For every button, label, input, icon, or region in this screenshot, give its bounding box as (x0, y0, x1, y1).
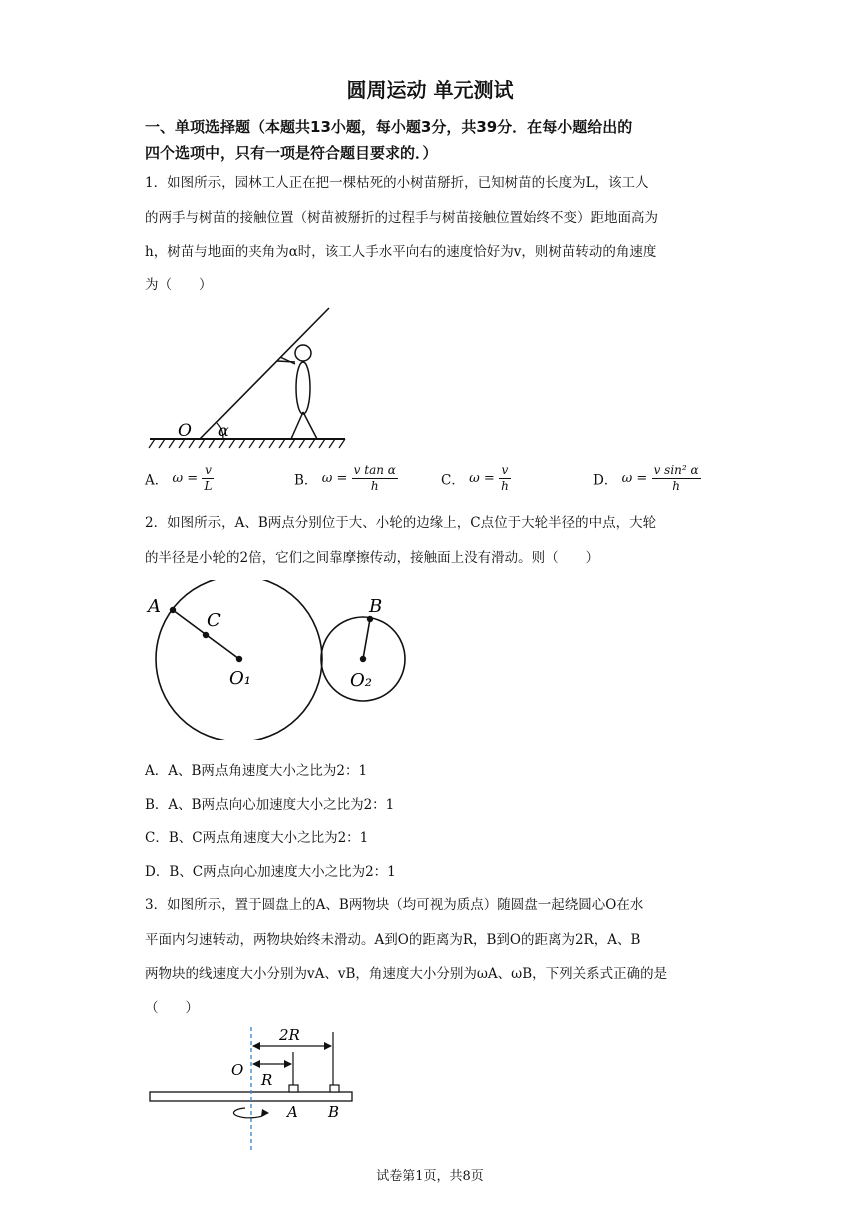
q2-option-b[interactable]: B．A、B两点向心加速度大小之比为2：1 (145, 797, 395, 813)
option-c-label: C． (441, 472, 465, 489)
q1-line3: h，树苗与地面的夹角为α时，该工人手水平向右的速度恰好为v，则树苗转动的角速度 (145, 244, 657, 260)
q1-option-a[interactable] (145, 463, 214, 494)
label-o: O (231, 1061, 244, 1079)
page-footer: 试卷第1页，共8页 (376, 1169, 484, 1184)
worker-arm-lower (277, 361, 295, 362)
worker-leg-left (291, 412, 303, 439)
worker-arm-upper (280, 357, 295, 364)
section-heading-line1: 一、单项选择题（本题共13小题，每小题3分，共39分．在每小题给出的 (145, 118, 633, 136)
label-c: C (207, 610, 221, 631)
option-b-label: B． (294, 472, 318, 489)
label-r: R (261, 1071, 273, 1089)
q2-option-a[interactable]: A．A、B两点角速度大小之比为2：1 (145, 763, 368, 779)
q3-line2: 平面内匀速转动，两物块始终未滑动。A到O的距离为R，B到O的距离为2R，A、B (145, 932, 641, 948)
q3-line3: 两物块的线速度大小分别为vA、vB，角速度大小分别为ωA、ωB，下列关系式正确的是 (145, 966, 668, 982)
option-a-lhs: ω = (172, 471, 199, 486)
label-alpha: α (218, 421, 229, 440)
option-d-label: D． (593, 472, 618, 489)
radius-o2-b (363, 619, 370, 659)
point-c (203, 632, 209, 638)
q1-line4: 为（ ） (145, 277, 213, 293)
option-a-fraction: $\frac{v}{L}$ (204, 463, 213, 493)
arrow-r-right-head (284, 1060, 292, 1068)
option-b-lhs: ω = (321, 471, 348, 486)
q3-figure (145, 1022, 360, 1152)
arrow-2r-left-head (252, 1042, 260, 1050)
point-o2 (360, 656, 366, 662)
q2-option-c[interactable]: C．B、C两点角速度大小之比为2：1 (145, 830, 369, 846)
rotation-arrow-head (261, 1109, 269, 1117)
option-c-fraction: $\frac{v}{h}$ (501, 463, 509, 493)
label-o2: O₂ (350, 670, 372, 691)
option-c-lhs: ω = (469, 471, 495, 486)
worker-head (295, 345, 311, 361)
arrow-2r-right-head (324, 1042, 332, 1050)
page-title: 圆周运动 单元测试 (346, 78, 514, 102)
q3-line1: 3．如图所示，置于圆盘上的A、B两物块（均可视为质点）随圆盘一起绕圆心O在水 (145, 897, 644, 913)
q1-option-d[interactable] (593, 463, 701, 494)
worker-body (296, 362, 310, 414)
section-heading (145, 114, 725, 166)
arrow-r-left-head (252, 1060, 260, 1068)
q1-option-c[interactable] (441, 463, 511, 494)
worker-leg-right (303, 412, 317, 439)
option-b-fraction: $\frac{\text{v tan α}}{h}$ (353, 463, 396, 493)
q1-line2: 的两手与树苗的接触位置（树苗被掰折的过程手与树苗接触位置始终不变）距地面高为 (145, 210, 658, 226)
point-a (170, 607, 176, 613)
option-a-label: A． (145, 472, 169, 489)
label-o1: O₁ (229, 668, 251, 689)
label-b: B (369, 596, 383, 617)
q3-line4: （ ） (145, 1000, 199, 1016)
q1-option-b[interactable] (294, 463, 398, 494)
label-a: A (148, 596, 161, 617)
option-d-lhs: ω = (621, 471, 648, 486)
block-b (330, 1085, 339, 1092)
label-b: B (328, 1103, 340, 1121)
rotation-arrow (233, 1108, 265, 1118)
block-a (289, 1085, 298, 1092)
label-a: A (287, 1103, 298, 1121)
q2-option-d[interactable]: D．B、C两点向心加速度大小之比为2：1 (145, 864, 396, 880)
section-heading-line2: 四个选项中，只有一项是符合题目要求的．） (145, 144, 438, 162)
label-o: O (178, 421, 192, 441)
q2-line1: 2．如图所示，A、B两点分别位于大、小轮的边缘上，C点位于大轮半径的中点，大轮 (145, 515, 657, 531)
q2-line2: 的半径是小轮的2倍，它们之间靠摩擦传动，接触面上没有滑动。则（ ） (145, 550, 600, 566)
point-o1 (236, 656, 242, 662)
q2-figure (145, 580, 415, 740)
q1-figure (145, 300, 355, 452)
q1-line1: 1．如图所示，园林工人正在把一棵枯死的小树苗掰折，已知树苗的长度为L，该工人 (145, 175, 649, 191)
tree-sapling (200, 308, 329, 439)
label-2r: 2R (279, 1026, 300, 1044)
option-d-fraction: $\frac{\text{v sin² α}}{h}$ (653, 463, 699, 493)
